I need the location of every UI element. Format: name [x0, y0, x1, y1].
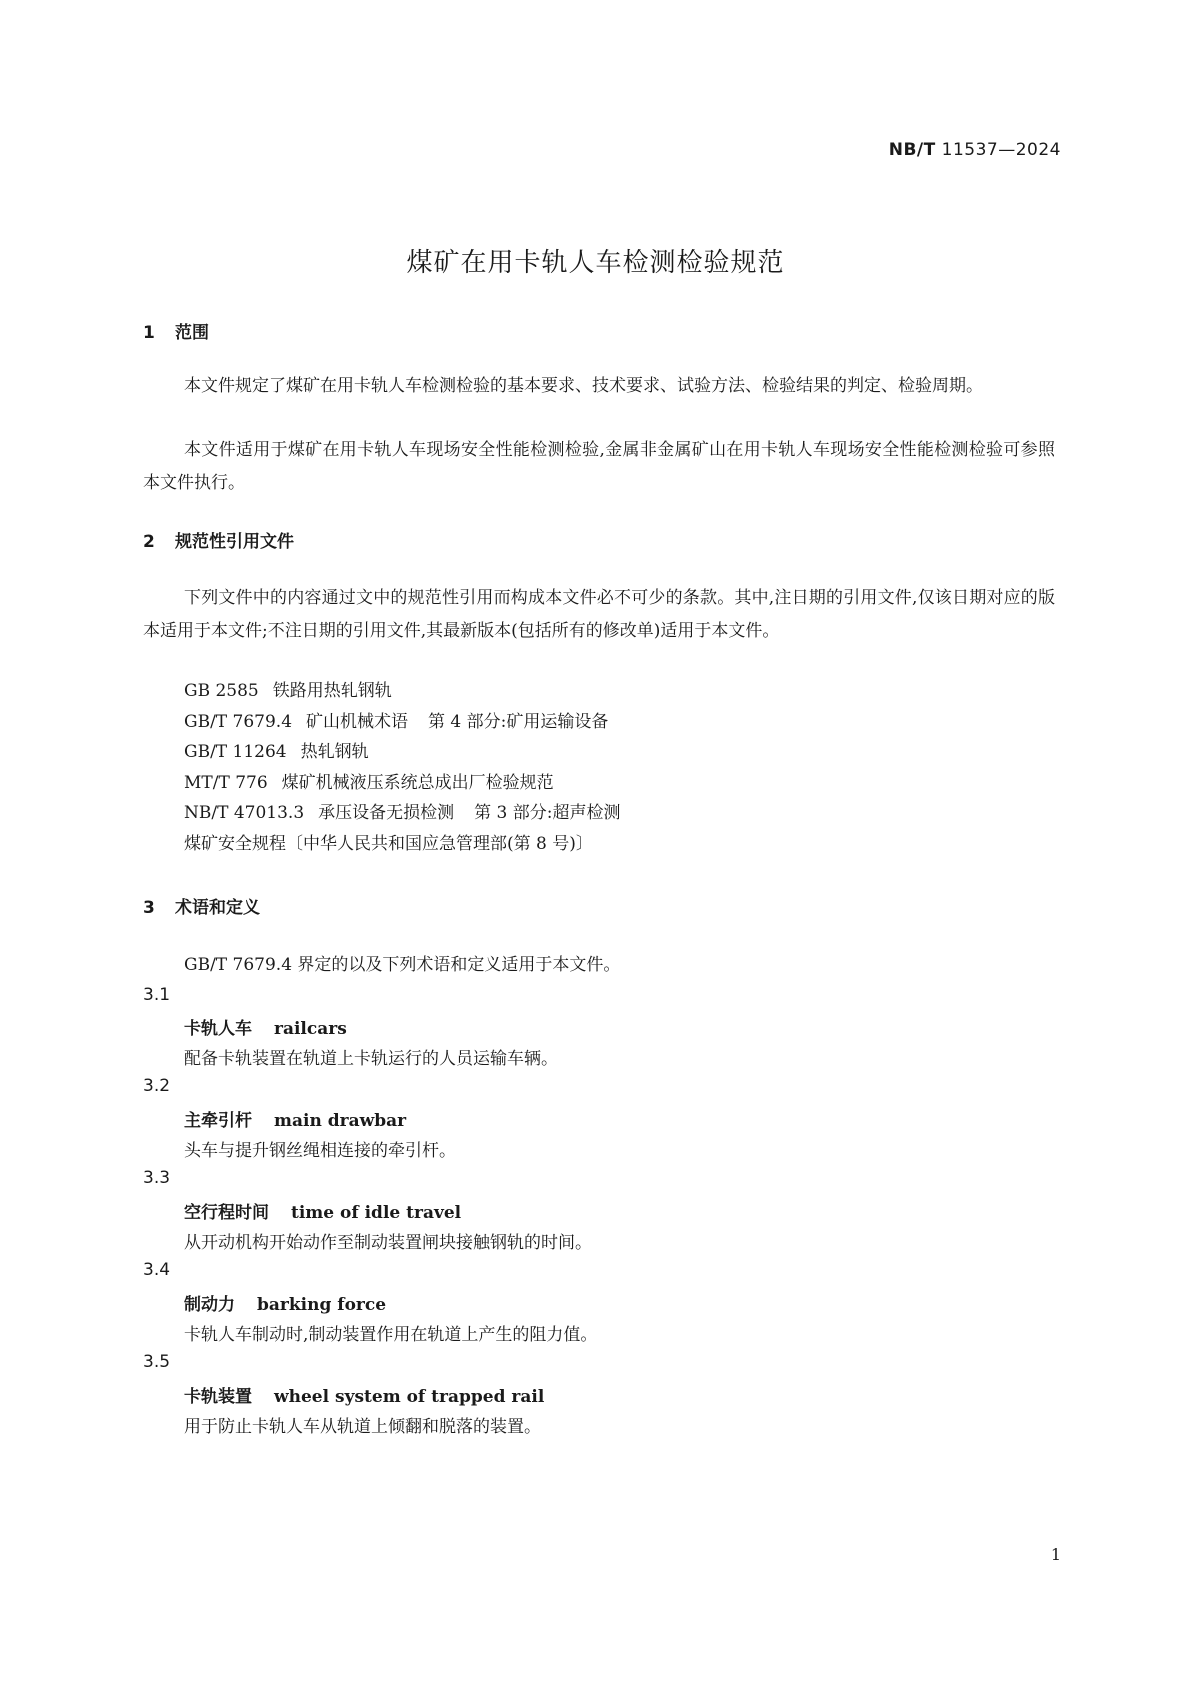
term-name-zh: 空行程时间 [184, 1203, 269, 1223]
term-number: 3.5 [143, 1352, 171, 1372]
reference-item [184, 772, 554, 794]
term-number: 3.3 [143, 1168, 171, 1188]
reference-item [184, 833, 593, 855]
term-number: 3.2 [143, 1076, 171, 1096]
term-name-zh: 制动力 [184, 1295, 235, 1315]
reference-title: 煤矿安全规程〔中华人民共和国应急管理部(第 8 号)〕 [184, 834, 593, 854]
standard-code [889, 140, 1061, 160]
section-number: 1 [143, 323, 155, 343]
reference-part: 第 4 部分:矿用运输设备 [428, 712, 609, 732]
reference-code: NB/T 47013.3 [184, 803, 305, 823]
term-definition: 用于防止卡轨人车从轨道上倾翻和脱落的装置。 [184, 1417, 541, 1437]
reference-code: GB/T 11264 [184, 742, 287, 762]
reference-item [184, 741, 369, 763]
section-title: 范围 [175, 323, 209, 343]
term-name-zh: 卡轨装置 [184, 1387, 252, 1407]
section-number: 2 [143, 532, 155, 552]
reference-title: 煤矿机械液压系统总成出厂检验规范 [281, 773, 554, 793]
reference-part: 第 3 部分:超声检测 [474, 803, 621, 823]
section-heading-scope [143, 318, 209, 343]
term-name-en: main drawbar [274, 1111, 407, 1131]
reference-item [184, 802, 621, 824]
term-name-zh: 卡轨人车 [184, 1019, 252, 1039]
reference-item [184, 680, 392, 702]
standard-prefix: NB/T [888, 140, 936, 160]
reference-title: 承压设备无损检测 [318, 803, 455, 823]
terms-intro: GB/T 7679.4 界定的以及下列术语和定义适用于本文件。 [184, 955, 621, 975]
document-title: 煤矿在用卡轨人车检测检验规范 [406, 248, 785, 278]
refs-intro-paragraph: 下列文件中的内容通过文中的规范性引用而构成本文件必不可少的条款。其中,注日期的引用文件,仅该日期对应的版本适用于本文件;不注日期的引用文件,其最新版本(包括所有的修改单)适用于本文件。 [143, 588, 1055, 641]
term-name [184, 1198, 461, 1223]
term-name-zh: 主牵引杆 [184, 1111, 252, 1131]
page-number: 1 [1050, 1545, 1061, 1564]
term-definition: 头车与提升钢丝绳相连接的牵引杆。 [184, 1141, 456, 1161]
reference-code: MT/T 776 [184, 773, 268, 793]
standard-number: 11537—2024 [941, 140, 1061, 160]
reference-code: GB 2585 [184, 681, 259, 701]
term-name-en: wheel system of trapped rail [274, 1387, 545, 1407]
term-name [184, 1382, 544, 1407]
term-name-en: time of idle travel [291, 1203, 462, 1223]
term-definition: 卡轨人车制动时,制动装置作用在轨道上产生的阻力值。 [184, 1325, 598, 1345]
section-number: 3 [143, 898, 155, 918]
term-name [184, 1014, 347, 1039]
term-definition: 配备卡轨装置在轨道上卡轨运行的人员运输车辆。 [184, 1049, 558, 1069]
section-title: 术语和定义 [175, 898, 260, 918]
term-number: 3.4 [143, 1260, 171, 1280]
section-heading-refs [143, 527, 294, 552]
term-definition: 从开动机构开始动作至制动装置闸块接触钢轨的时间。 [184, 1233, 592, 1253]
term-name-en: barking force [257, 1295, 387, 1315]
reference-title: 矿山机械术语 [306, 712, 409, 732]
term-name-en: railcars [274, 1019, 347, 1039]
reference-item [184, 711, 608, 733]
scope-paragraph-1: 本文件规定了煤矿在用卡轨人车检测检验的基本要求、技术要求、试验方法、检验结果的判定、检验周期。 [184, 376, 983, 396]
term-number: 3.1 [143, 985, 171, 1005]
reference-title: 热轧钢轨 [300, 742, 369, 762]
section-heading-terms [143, 893, 260, 918]
scope-paragraph-2: 本文件适用于煤矿在用卡轨人车现场安全性能检测检验,金属非金属矿山在用卡轨人车现场安全性能检测检验可参照本文件执行。 [143, 440, 1055, 493]
term-name [184, 1106, 406, 1131]
reference-title: 铁路用热轧钢轨 [272, 681, 392, 701]
reference-code: GB/T 7679.4 [184, 712, 293, 732]
term-name [184, 1290, 386, 1315]
section-title: 规范性引用文件 [175, 532, 294, 552]
